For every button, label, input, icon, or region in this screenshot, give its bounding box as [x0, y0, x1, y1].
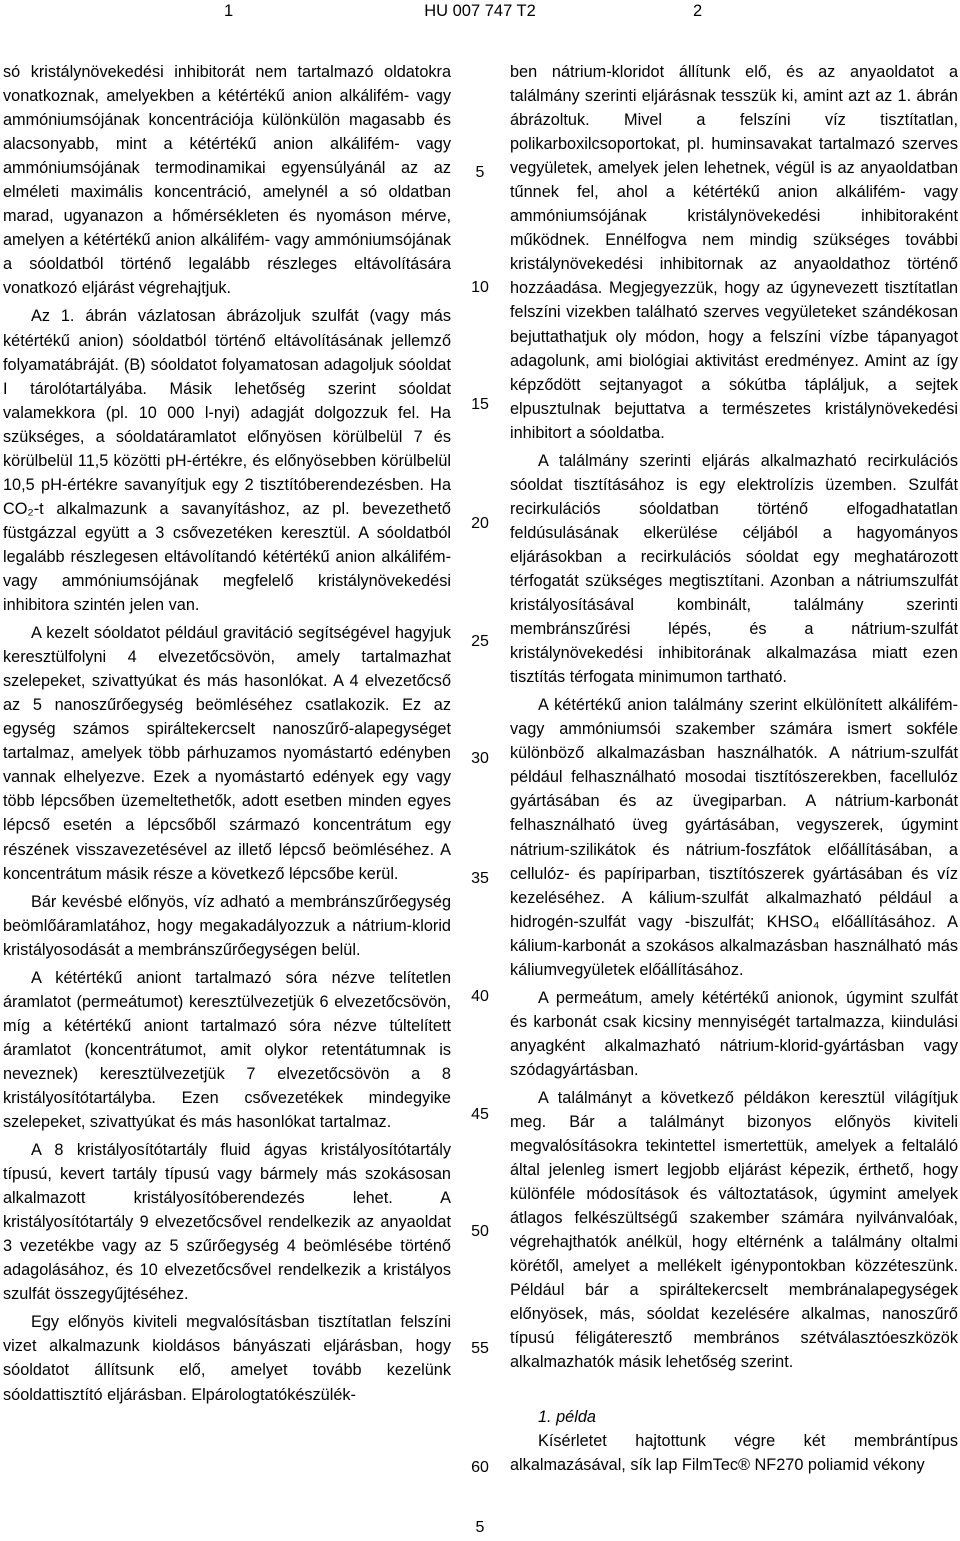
line-number: 5: [475, 164, 485, 181]
page-number-right: 2: [693, 2, 703, 20]
line-number: 35: [471, 870, 489, 887]
paragraph: Kísérletet hajtottunk végre két membrántípus alkalmazásával, sík lap FilmTec® NF270 poliamid vékony: [510, 1431, 958, 1474]
line-number: 30: [471, 750, 489, 767]
paragraph: Az 1. ábrán vázlatosan ábrázoljuk szulfát (vagy más kétértékű anion) sóoldatból történő eltávolításának jellemző folyamatábráját. (B) sóoldatot folyamatosan adagoljuk sóoldat I tárolótartályába. Másik lehetőség szerint sóoldat valamekkora (pl. 10 000 l-nyi) adagját dolgozzuk fel. Ha szükséges, a sóoldatáramlatot előnyösen körülbelül 7 és körülbelül 11,5 közötti pH-értékre, és előnyösebben körülbelül 10,5 pH-értékre savanyítjuk egy 2 tisztítóberendezésben. Ha CO₂-t alkalmazunk a savanyításhoz, az pl. bevezethető füstgázzal együtt a 3 csővezetéken keresztül. A sóoldatból legalább részlegesen eltávolítandó kétértékű anion alkálifém- vagy ammóniumsójának megfelelő kristálynövekedési inhibitora szintén jelen van.: [3, 307, 451, 615]
line-number: 15: [471, 396, 489, 413]
line-number: 25: [471, 633, 489, 650]
paragraph: A találmány szerinti eljárás alkalmazható recirkulációs sóoldat tisztításához is egy elektrolízis üzemben. Szulfát recirkulációs sóoldatban történő elfogadhatatlan feldúsulásának elkerülése céljából a hagyományos eljárásokban a recirkulációs sóoldat egy meghatározott térfogatát szükséges megtisztítani. Azonban a nátriumszulfát kristályosításával kombinált, találmány szerinti membránszűrési lépés, és a nátrium-szulfát kristálynövekedési inhibitorának alkalmazása miatt ezen tisztítás térfogata minimumon tartható.: [510, 451, 958, 687]
page-footer-number: 5: [475, 1519, 485, 1536]
line-number: 40: [471, 988, 489, 1005]
line-number: 55: [471, 1340, 489, 1357]
right-column: [510, 60, 958, 1477]
left-column: [3, 60, 451, 1407]
paragraph: A találmányt a következő példákon keresztül világítjuk meg. Bár a találmányt bizonyos előnyös kiviteli megvalósításokra tekintettel ismertettük, amelyek a feltaláló által jelenleg ismert legjobb eljárást képezik, érthető, hogy különféle módosítások és változtatások, úgymint amelyek átlagos felkészültségű szakember számára nyilvánvalóak, végrehajthatók anélkül, hogy eltérnénk a találmány oltalmi körétől, amelyet a mellékelt igénypontokban közzéteszünk. Például bár a spiráltekercselt membránalapegységek előnyösek, más, sóoldat kezelésére alkalmas, nanoszűrő típusú féligáteresztő membrános szétválasztóeszközök alkalmazhatók másik lehetőség szerint.: [510, 1088, 958, 1372]
paragraph: A kezelt sóoldatot például gravitáció segítségével hagyjuk keresztülfolyni 4 elvezetőcsövön, amely tartalmazhat szelepeket, szivattyúkat és más hasonlókat. A 4 elvezetőcső az 5 nanoszűrőegység beömléséhez csatlakozik. Ez az egység számos spiráltekercselt nanoszűrő-alapegységet tartalmaz, amelyek több párhuzamos nyomástartó edényben vannak elhelyezve. Ezek a nyomástartó edények egy vagy több lépcsőben üzemeltethetők, adott esetben minden egyes lépcső esetén a lépcsőből származó koncentrátum egy részének visszavezetésével az illető lépcső beömléséhez. A koncentrátum másik része a következő lépcsőbe kerül.: [3, 624, 451, 883]
paragraph: A kétértékű anion találmány szerint elkülönített alkálifém- vagy ammóniumsói szakember számára ismert sokféle különböző alkalmazásban használhatók. A nátrium-szulfát például felhasználható mosodai tisztítószerekben, facellulóz gyártásában és az üvegiparban. A nátrium-karbonát felhasználható üveg gyártásában, vegyszerek, úgymint nátrium-szilikátok és nátrium-foszfátok előállításában, a cellulóz- és papíriparban, tisztítószerek gyártásában és víz kezeléséhez. A kálium-szulfát alkalmazható például a hidrogén-szulfát vagy -biszulfát; KHSO₄ előállításához. A kálium-karbonát a szokásos alkalmazásban használható más káliumvegyületek előállításához.: [510, 696, 958, 979]
paragraph: A 8 kristályosítótartály fluid ágyas kristályosítótartály típusú, kevert tartály típusú vagy bármely más szokásosan alkalmazott kristályosítóberendezés lehet. A kristályosítótartály 9 elvezetőcsővel rendelkezik az anyaoldat 3 vezetékbe vagy az 5 szűrőegység 4 beömlésébe történő adagolásához, és 10 elvezetőcsővel rendelkezik a kristályos szulfát összegyűjtéséhez.: [3, 1141, 451, 1304]
line-number: 20: [471, 515, 489, 532]
paragraph: Egy előnyös kiviteli megvalósításban tisztítatlan felszíni vizet alkalmazunk kioldásos bányászati eljárásban, hogy sóoldatot állítsunk elő, amelyet tovább kezelünk sóoldattisztító eljárásban. Elpárologtatókészülék-: [3, 1313, 451, 1404]
paragraph: ben nátrium-kloridot állítunk elő, és az anyaoldatot a találmány szerinti eljárásnak tesszük ki, amint azt az 1. ábrán ábrázoltuk. Mivel a felszíni víz tisztítatlan, polikarboxilcsoportokat, pl. huminsavakat tartalmazó szerves vegyületek, amelyek jelen lehetnek, végül is az anyaoldatban tűnnek fel, ahol a kétértékű anion alkálifém- vagy ammóniumsójának kristálynövekedési inhibitoraként működnek. Ennélfogva nem mindig szükséges további kristálynövekedési inhibitornak az anyaoldathoz történő hozzáadása. Megjegyezzük, hogy az úgynevezett tisztítatlan felszíni vizekben található szerves vegyületeket szándékosan bejuttathatjuk oly módon, hogy a felszíni vízbe tápanyagot adagolunk, ami biológiai aktivitást eredményez. Amint az így képződött sejtanyagot a sókútba tápláljuk, a sejtek elpusztulnak bejuttatva a természetes kristálynövekedési inhibitort a sóoldatba.: [510, 63, 958, 442]
paragraph: Bár kevésbé előnyös, víz adható a membránszűrőegység beömlőáramlatához, hogy megakadályozzuk a nátrium-klorid kristályosodását a membránszűrőegységen belül.: [3, 892, 451, 959]
line-number: 60: [471, 1459, 489, 1476]
line-number: 45: [471, 1106, 489, 1123]
paragraph: só kristálynövekedési inhibitorát nem tartalmazó oldatokra vonatkoznak, amelyekben a kétértékű anion alkálifém- vagy ammóniumsójának koncentrációja különkülön magasabb és alacsonyabb, mint a kétértékű anion alkálifém- vagy ammóniumsójának termodinamikai egyensúlyánál az az elméleti maximális koncentráció, amelynél a só oldatban marad, ugyanazon a hőmérsékleten és nyomáson mérve, amelyen a kétértékű anion alkálifém- vagy ammóniumsójának a sóoldatból történő legalább részleges eltávolítására vonatkozó eljárást végrehajtjuk.: [3, 63, 451, 298]
paragraph: A permeátum, amely kétértékű anionok, úgymint szulfát és karbonát csak kicsiny mennyiségét tartalmazza, kiindulási anyagként alkalmazható nátrium-klorid-gyártásban vagy szódagyártásban.: [510, 988, 958, 1079]
document-id: HU 007 747 T2: [424, 2, 536, 20]
page-number-left: 1: [224, 2, 234, 20]
paragraph: A kétértékű aniont tartalmazó sóra nézve telítetlen áramlatot (permeátumot) keresztülvezetjük 6 elvezetőcsövön, míg a kétértékű aniont tartalmazó sóra nézve túltelített áramlatot (koncentrátumot, amit olykor retentátumnak is neveznek) keresztülvezetjük 7 elvezetőcsövön a 8 kristályosítótartályba. Ezen csővezetékek mindegyike szelepeket, szivattyúkat és más hasonlókat tartalmaz.: [3, 968, 451, 1132]
line-number: 10: [471, 279, 489, 296]
example-heading: 1. példa: [538, 1407, 596, 1426]
line-number: 50: [471, 1223, 489, 1240]
